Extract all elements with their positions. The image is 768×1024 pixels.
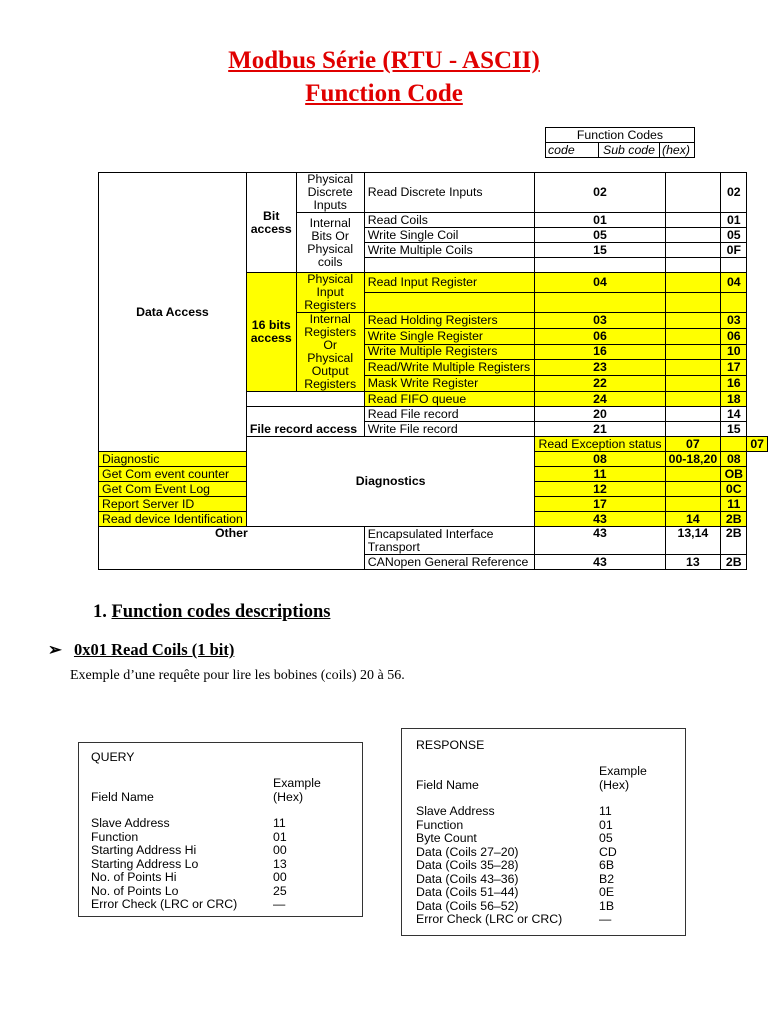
hex-code: 17 [721, 360, 747, 376]
field-value: B2 [599, 871, 615, 886]
physical-input-registers-label: Physical Input Registers [296, 273, 364, 313]
hex-code: 08 [721, 452, 747, 467]
section-number: 1. [93, 602, 107, 622]
function-name: Write File record [364, 422, 535, 437]
sub-code [721, 437, 747, 452]
field-value: 01 [599, 817, 613, 832]
sub-code [665, 344, 721, 360]
file-record-access-label: File record access [246, 407, 364, 437]
field-value: 0E [599, 885, 615, 899]
function-code: 43 [535, 512, 665, 527]
function-name: Read Discrete Inputs [364, 173, 535, 213]
hex-code: 14 [721, 407, 747, 422]
field-name: Slave Address [91, 816, 170, 830]
field-name: Error Check (LRC or CRC) [91, 897, 238, 911]
sub-code: 13,14 [665, 527, 721, 555]
function-codes-label: Function Codes [546, 128, 695, 143]
hex-header: (hex) [660, 143, 695, 158]
field-name: Error Check (LRC or CRC) [416, 912, 563, 926]
function-code: 15 [535, 243, 665, 258]
blank-cell [721, 258, 747, 273]
hex-code: 11 [721, 497, 747, 512]
function-code: 01 [535, 213, 665, 228]
other-label: Other [99, 527, 365, 570]
function-name: Get Com Event Log [99, 482, 247, 497]
internal-bits-label: Internal Bits Or Physical coils [296, 213, 364, 273]
function-name: Write Multiple Coils [364, 243, 535, 258]
document-subtitle: Function Code [305, 80, 463, 107]
subsection-heading [48, 640, 234, 660]
sub-code [665, 497, 721, 512]
blank-cell [721, 293, 747, 313]
function-name: CANopen General Reference [364, 555, 535, 570]
function-code: 16 [535, 344, 665, 360]
table-row [99, 527, 768, 555]
query-hex-header: (Hex) [273, 790, 304, 804]
blank-cell [665, 293, 721, 313]
function-name: Write Multiple Registers [364, 344, 535, 360]
function-name: Report Server ID [99, 497, 247, 512]
blank-cell [364, 258, 535, 273]
hex-code: 02 [721, 173, 747, 213]
sub-code [665, 360, 721, 376]
hex-code: 03 [721, 313, 747, 329]
sub-code-header: Sub code [599, 143, 660, 158]
function-name: Read Exception status [535, 437, 665, 452]
sub-code [665, 407, 721, 422]
blank-cell [665, 258, 721, 273]
hex-code: 05 [721, 228, 747, 243]
field-name: Function [91, 829, 139, 844]
field-name: Data (Coils 27–20) [416, 844, 519, 859]
function-name: Read Holding Registers [364, 313, 535, 329]
field-value: — [599, 912, 612, 926]
hex-code: 16 [721, 376, 747, 392]
field-value: 01 [273, 829, 287, 844]
function-code: 43 [535, 527, 665, 555]
sub-code [665, 467, 721, 482]
function-name: Read/Write Multiple Registers [364, 360, 535, 376]
hex-code: 18 [721, 392, 747, 407]
response-field-header: Field Name [416, 778, 479, 792]
field-value: — [273, 897, 286, 911]
field-name: Starting Address Hi [91, 843, 197, 857]
sub-code [665, 422, 721, 437]
field-name: No. of Points Lo [91, 883, 179, 898]
hex-code: 2B [721, 555, 747, 570]
hex-code: 06 [721, 328, 747, 344]
query-title: QUERY [91, 750, 135, 764]
sub-code [665, 392, 721, 407]
function-name: Read File record [364, 407, 535, 422]
function-code: 22 [535, 376, 665, 392]
function-code: 03 [535, 313, 665, 329]
function-name: Write Single Coil [364, 228, 535, 243]
function-name: Diagnostic [99, 452, 247, 467]
function-name: Read FIFO queue [364, 392, 535, 407]
function-code: 06 [535, 328, 665, 344]
function-code-table [98, 172, 768, 570]
field-value: CD [599, 844, 617, 859]
function-code: 08 [535, 452, 665, 467]
query-example-header: Example [273, 776, 321, 790]
query-field-header: Field Name [91, 790, 154, 804]
function-code: 43 [535, 555, 665, 570]
function-code: 24 [535, 392, 665, 407]
field-value: 6B [599, 858, 615, 872]
sub-code [665, 328, 721, 344]
function-code: 05 [535, 228, 665, 243]
document-title: Modbus Série (RTU - ASCII) [228, 47, 540, 74]
function-code: 11 [535, 467, 665, 482]
physical-discrete-inputs-label: Physical Discrete Inputs [296, 173, 364, 213]
function-code: 07 [665, 437, 721, 452]
response-example-header: Example [599, 764, 647, 778]
hex-code: 0C [721, 482, 747, 497]
field-name: Data (Coils 51–44) [416, 885, 519, 899]
bit-access-label: Bit access [246, 173, 296, 273]
hex-code: 2B [721, 527, 747, 555]
function-name: Read device Identification [99, 512, 247, 527]
field-value: 00 [273, 870, 287, 884]
hex-code: 10 [721, 344, 747, 360]
sub-code [665, 273, 721, 293]
hex-code: 04 [721, 273, 747, 293]
subsection-title: 0x01 Read Coils (1 bit) [73, 640, 235, 659]
hex-code: 15 [721, 422, 747, 437]
function-code: 02 [535, 173, 665, 213]
field-name: No. of Points Hi [91, 870, 177, 884]
field-value: 11 [599, 804, 612, 818]
field-value: 25 [273, 883, 287, 898]
field-name: Data (Coils 56–52) [416, 898, 519, 913]
data-access-label: Data Access [99, 173, 247, 452]
field-name: Byte Count [416, 831, 477, 845]
function-name: Get Com event counter [99, 467, 247, 482]
query-box [78, 742, 363, 917]
field-name: Slave Address [416, 804, 495, 818]
function-code: 23 [535, 360, 665, 376]
hex-code: OB [721, 467, 747, 482]
sub-code: 14 [665, 512, 721, 527]
hex-code: 07 [747, 437, 768, 452]
blank-cell [364, 293, 535, 313]
response-box [401, 728, 686, 936]
blank-cell [535, 258, 665, 273]
code-header: code [546, 143, 599, 158]
section-title: Function codes descriptions [111, 602, 331, 622]
sub-code [665, 213, 721, 228]
function-codes-header [545, 127, 695, 158]
hex-code: 01 [721, 213, 747, 228]
hex-code: 0F [721, 243, 747, 258]
function-name: Read Input Register [364, 273, 535, 293]
sub-code: 13 [665, 555, 721, 570]
sub-code [665, 482, 721, 497]
sub-code [665, 243, 721, 258]
example-paragraph: Exemple d’une requête pour lire les bobines (coils) 20 à 56. [70, 668, 405, 683]
response-hex-header: (Hex) [599, 778, 630, 792]
arrow-bullet-icon: ➢ [48, 640, 62, 659]
field-value: 11 [273, 816, 286, 830]
diagnostics-label: Diagnostics [246, 437, 535, 527]
function-code: 21 [535, 422, 665, 437]
field-name: Starting Address Lo [91, 856, 199, 871]
function-name: Read Coils [364, 213, 535, 228]
sixteen-bits-label: 16 bits access [246, 273, 296, 392]
field-name: Function [416, 817, 464, 832]
field-name: Data (Coils 43–36) [416, 871, 519, 886]
function-code: 17 [535, 497, 665, 512]
function-name: Encapsulated Interface Transport [364, 527, 535, 555]
field-name: Data (Coils 35–28) [416, 858, 519, 872]
field-value: 05 [599, 831, 613, 845]
field-value: 00 [273, 843, 287, 857]
blank-cell [535, 293, 665, 313]
sub-code [665, 376, 721, 392]
sub-code [665, 173, 721, 213]
function-name: Write Single Register [364, 328, 535, 344]
table-row [99, 173, 768, 213]
response-title: RESPONSE [416, 738, 485, 752]
function-code: 04 [535, 273, 665, 293]
blank-cell [246, 392, 364, 407]
field-value: 13 [273, 856, 287, 871]
sub-code: 00-18,20 [665, 452, 721, 467]
function-name: Mask Write Register [364, 376, 535, 392]
function-code: 12 [535, 482, 665, 497]
hex-code: 2B [721, 512, 747, 527]
internal-registers-label: Internal Registers Or Physical Output Registers [296, 313, 364, 392]
field-value: 1B [599, 898, 615, 913]
section-heading [93, 602, 330, 623]
sub-code [665, 313, 721, 329]
sub-code [665, 228, 721, 243]
function-code: 20 [535, 407, 665, 422]
